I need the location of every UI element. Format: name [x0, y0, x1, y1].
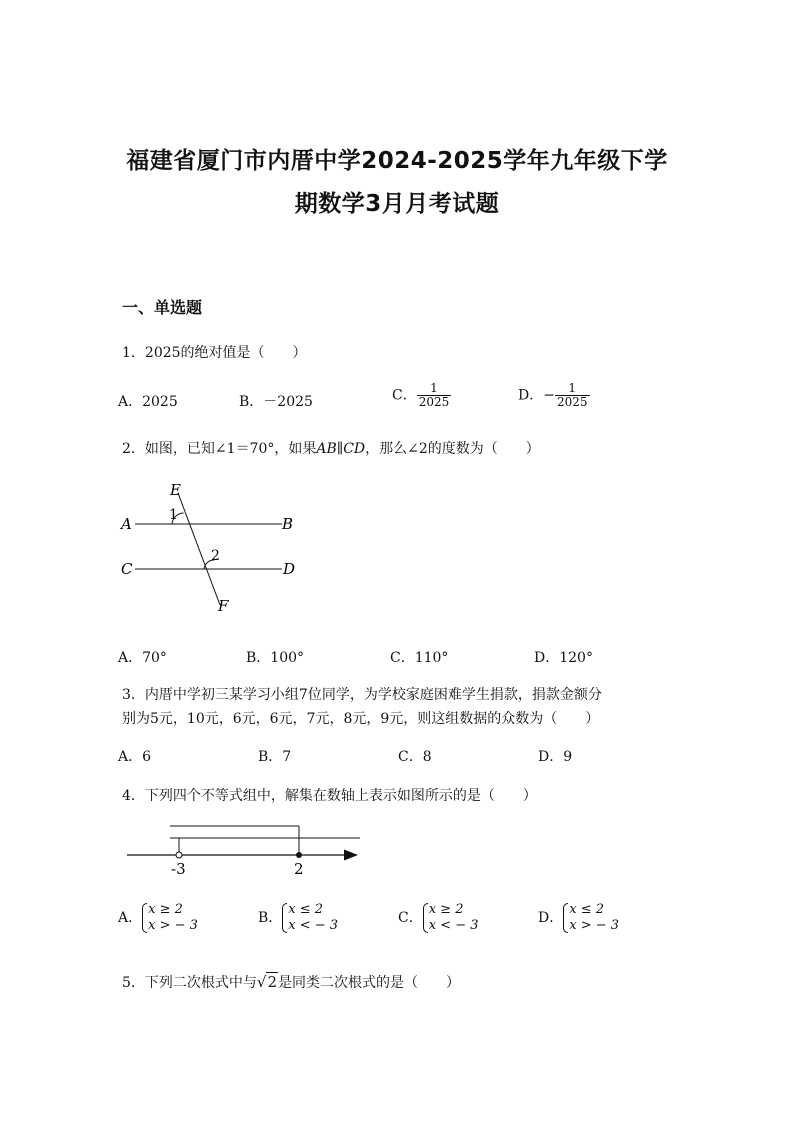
q4-option-c-system: [423, 902, 479, 934]
system-line-2: x > − 3: [148, 918, 198, 933]
q1-option-c: [392, 382, 451, 409]
label-b: B: [282, 515, 294, 533]
closed-point-2: [296, 852, 302, 858]
q2-stem-pre: 2．如图，已知∠1＝70°，如果: [122, 441, 317, 457]
q2-option-c: C．110°: [390, 650, 449, 666]
q4-option-b-system: [282, 902, 338, 934]
q3-option-d: D．9: [538, 749, 573, 765]
q2-option-a: A．70°: [118, 650, 167, 666]
system-line-1: x ≥ 2: [148, 902, 183, 917]
q4-option-a-label: A．: [118, 910, 143, 926]
question-1-stem: 1．2025的绝对值是（ ）: [122, 345, 307, 361]
number-line-arrow: [344, 850, 358, 861]
q1-option-a: A．2025: [118, 394, 178, 410]
radical-sign: √: [256, 973, 267, 991]
fraction-numerator: 1: [555, 382, 590, 396]
question-3-stem-line1: 3．内厝中学初三某学习小组7位同学，为学校家庭困难学生捐款，捐款金额分: [122, 687, 602, 703]
q3-option-a: A．6: [118, 749, 152, 765]
label-angle-2: 2: [211, 548, 220, 564]
fraction-denominator: 2025: [556, 395, 588, 409]
q1-option-b: B．－2025: [239, 394, 313, 410]
question-3-stem-line2: 别为5元，10元，6元，6元，7元，8元，9元，则这组数据的众数为（ ）: [122, 711, 600, 727]
q1-option-c-label: C．: [392, 387, 417, 404]
q4-option-d-system: [563, 902, 619, 934]
q1-option-d-fraction: [555, 382, 590, 409]
system-line-2: x < − 3: [428, 918, 479, 933]
q4-option-b: [258, 902, 338, 934]
q2-stem-post: ，那么∠2的度数为（ ）: [365, 441, 540, 457]
q1-option-d-label: D．: [518, 387, 544, 404]
fraction-numerator: 1: [417, 382, 452, 396]
q5-radical: [257, 972, 278, 991]
label-e: E: [170, 481, 181, 499]
fraction-denominator: 2025: [418, 395, 450, 409]
minus-sign: −: [543, 387, 555, 404]
label-d: D: [283, 560, 296, 578]
system-line-2: x > − 3: [569, 918, 620, 933]
parallel-lines-figure: [110, 475, 310, 620]
page-title-line1: 福建省厦门市内厝中学2024-2025学年九年级下学: [126, 148, 668, 174]
system-line-1: x ≤ 2: [569, 902, 604, 917]
q2-parallel-expression: AB∥CD: [316, 441, 366, 457]
tick-label-minus-3: -3: [171, 860, 186, 878]
number-line-figure: [122, 818, 367, 880]
label-angle-1: 1: [169, 507, 178, 523]
section-heading: 一、单选题: [122, 298, 203, 317]
question-5-stem: [122, 972, 460, 992]
system-line-1: x ≤ 2: [288, 902, 324, 917]
q4-option-a-system: [142, 902, 198, 934]
label-f: F: [218, 597, 229, 615]
q3-option-c: C．8: [398, 749, 432, 765]
question-4-stem: 4．下列四个不等式组中，解集在数轴上表示如图所示的是（ ）: [122, 788, 537, 804]
label-a: A: [121, 515, 132, 533]
q4-option-d-label: D．: [538, 910, 564, 926]
system-line-2: x < − 3: [288, 918, 339, 933]
q4-option-c: [398, 902, 479, 934]
q1-option-d: [518, 382, 590, 409]
q4-option-a: [118, 902, 198, 934]
question-2-stem: [122, 438, 540, 458]
open-point-minus-3: [176, 852, 182, 858]
q4-option-b-label: B．: [258, 910, 283, 926]
q4-option-d: [538, 902, 619, 934]
q5-stem-post: 是同类二次根式的是（ ）: [278, 975, 461, 991]
q5-stem-pre: 5．下列二次根式中与: [122, 975, 257, 991]
radicand: 2: [267, 973, 278, 991]
system-line-1: x ≥ 2: [428, 902, 464, 917]
q2-option-d: D．120°: [534, 650, 593, 666]
page-title-line2: 期数学3月月考试题: [294, 191, 500, 217]
tick-label-2: 2: [294, 860, 304, 878]
q3-option-b: B．7: [258, 749, 292, 765]
q4-option-c-label: C．: [398, 910, 423, 926]
q1-option-c-fraction: [417, 382, 452, 409]
label-c: C: [121, 560, 133, 578]
q2-option-b: B．100°: [246, 650, 305, 666]
